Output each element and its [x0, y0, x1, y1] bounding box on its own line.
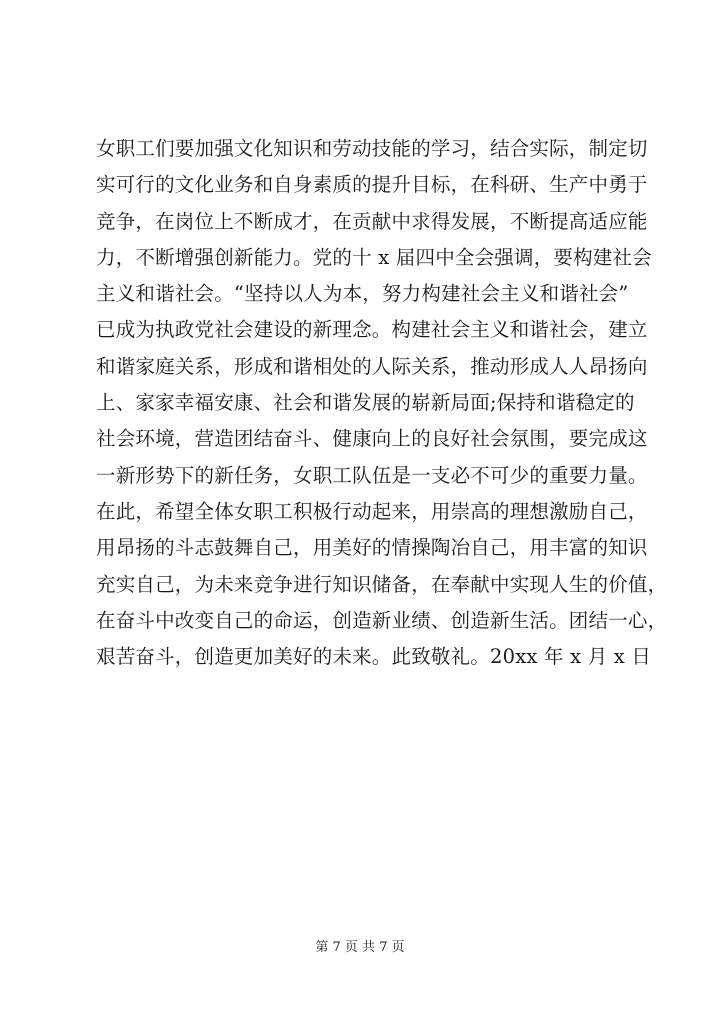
text-line: 力，不断增强创新能力。党的十 x 届四中全会强调，要构建社会 [96, 245, 652, 269]
text-line: 竞争，在岗位上不断成才，在贡献中求得发展，不断提高适应能 [96, 209, 648, 233]
text-line: 女职工们要加强文化知识和劳动技能的学习，结合实际，制定切 [96, 137, 648, 160]
text-line: 艰苦奋斗，创造更加美好的未来。此致敬礼。20xx 年 x 月 x 日 [96, 645, 652, 669]
text-line: 充实自己，为未来竞争进行知识储备，在奉献中实现人生的价值， [96, 572, 668, 596]
text-line: 已成为执政党社会建设的新理念。构建社会主义和谐社会，建立 [96, 318, 648, 342]
text-line: 在奋斗中改变自己的命运，创造新业绩、创造新生活。团结一心， [96, 608, 668, 632]
text-line: 在此，希望全体女职工积极行动起来，用崇高的理想激励自己， [96, 499, 648, 523]
text-line: 主义和谐社会。“坚持以人为本，努力构建社会主义和谐社会” [96, 282, 629, 306]
text-line: 一新形势下的新任务，女职工队伍是一支必不可少的重要力量。 [96, 463, 648, 487]
text-line: 和谐家庭关系，形成和谐相处的人际关系，推动形成人人昂扬向 [96, 354, 648, 378]
text-line: 用昂扬的斗志鼓舞自己，用美好的情操陶冶自己，用丰富的知识 [96, 536, 648, 560]
text-line: 实可行的文化业务和自身素质的提升目标，在科研、生产中勇于 [96, 173, 648, 197]
text-line: 社会环境，营造团结奋斗、健康向上的良好社会氛围，要完成这 [96, 427, 648, 451]
body-paragraph [96, 131, 668, 675]
text-line: 上、家家幸福安康、社会和谐发展的崭新局面;保持和谐稳定的 [96, 391, 635, 415]
page-number-footer: 第 7 页 共 7 页 [315, 940, 405, 955]
